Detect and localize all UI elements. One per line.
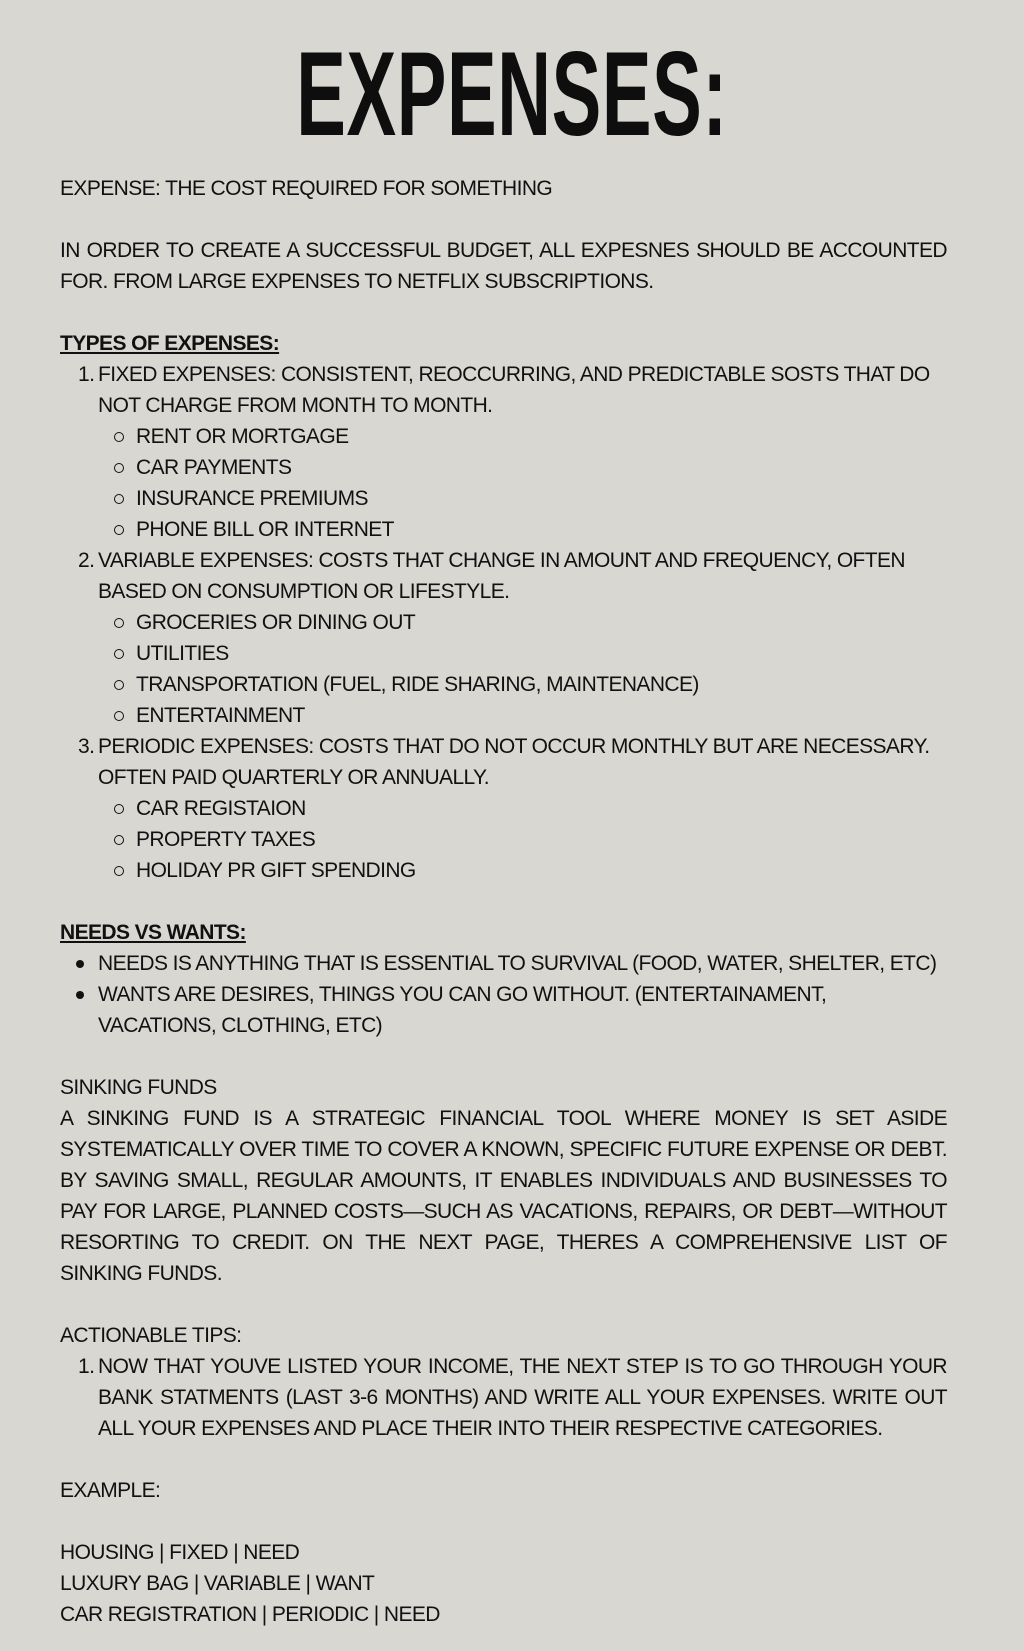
list-item: GROCERIES OR DINING OUT <box>136 607 947 638</box>
example-list <box>98 421 947 545</box>
list-item: UTILITIES <box>136 638 947 669</box>
list-item: ENTERTAINMENT <box>136 700 947 731</box>
example-line: CAR REGISTRATION | PERIODIC | NEED <box>60 1603 440 1626</box>
example-list <box>98 793 947 886</box>
list-item: PROPERTY TAXES <box>136 824 947 855</box>
list-item: NEEDS IS ANYTHING THAT IS ESSENTIAL TO SURVIVAL (FOOD, WATER, SHELTER, ETC) <box>98 948 947 979</box>
example-list <box>98 607 947 731</box>
types-heading: TYPES OF EXPENSES: <box>60 332 280 355</box>
list-item: CAR REGISTAION <box>136 793 947 824</box>
expense-type-text: PERIODIC EXPENSES: COSTS THAT DO NOT OCCUR MONTHLY BUT ARE NECESSARY. OFTEN PAID QUARTERLY OR ANNUALLY. <box>98 735 930 789</box>
expense-type-periodic <box>98 731 947 886</box>
example-line: LUXURY BAG | VARIABLE | WANT <box>60 1572 375 1595</box>
list-item: PHONE BILL OR INTERNET <box>136 514 947 545</box>
list-item: INSURANCE PREMIUMS <box>136 483 947 514</box>
list-item: NOW THAT YOUVE LISTED YOUR INCOME, THE NEXT STEP IS TO GO THROUGH YOUR BANK STATMENTS (LAST 3-6 MONTHS) AND WRITE ALL YOUR EXPENSES. WRITE OUT ALL YOUR EXPENSES AND PLACE THEIR INTO THEIR RESPECTIVE CATEGORIES. <box>98 1355 947 1440</box>
needs-wants-list <box>60 948 947 1041</box>
tips-list <box>60 1351 947 1444</box>
list-item: HOLIDAY PR GIFT SPENDING <box>136 855 947 886</box>
tips-heading: ACTIONABLE TIPS: <box>60 1324 242 1347</box>
sinking-funds-paragraph: A SINKING FUND IS A STRATEGIC FINANCIAL TOOL WHERE MONEY IS SET ASIDE SYSTEMATICALLY OVER TIME TO COVER A KNOWN, SPECIFIC FUTURE EXPENSE OR DEBT. BY SAVING SMALL, REGULAR AMOUNTS, IT ENABLES INDIVIDUALS AND BUSINESSES TO PAY FOR LARGE, PLANNED COSTS—SUCH AS VACATIONS, REPAIRS, OR DEBT—WITHOUT RESORTING TO CREDIT. ON THE NEXT PAGE, THERES A COMPREHENSIVE LIST OF SINKING FUNDS. <box>60 1107 947 1285</box>
list-item: RENT OR MORTGAGE <box>136 421 947 452</box>
list-item: TRANSPORTATION (FUEL, RIDE SHARING, MAINTENANCE) <box>136 669 947 700</box>
expense-type-text: FIXED EXPENSES: CONSISTENT, REOCCURRING, AND PREDICTABLE SOSTS THAT DO NOT CHARGE FROM MONTH TO MONTH. <box>98 363 930 417</box>
expense-type-text: VARIABLE EXPENSES: COSTS THAT CHANGE IN AMOUNT AND FREQUENCY, OFTEN BASED ON CONSUMPTION OR LIFESTYLE. <box>98 549 905 603</box>
expense-type-fixed <box>98 359 947 545</box>
expense-type-variable <box>98 545 947 731</box>
sinking-funds-heading: SINKING FUNDS <box>60 1076 217 1099</box>
needs-wants-heading: NEEDS VS WANTS: <box>60 921 246 944</box>
expense-definition: EXPENSE: THE COST REQUIRED FOR SOMETHING <box>60 177 553 200</box>
expense-types-list <box>60 359 947 886</box>
page-title: EXPENSES: <box>296 27 728 161</box>
example-line: HOUSING | FIXED | NEED <box>60 1541 300 1564</box>
example-heading: EXAMPLE: <box>60 1479 161 1502</box>
intro-paragraph: IN ORDER TO CREATE A SUCCESSFUL BUDGET, ALL EXPESNES SHOULD BE ACCOUNTED FOR. FROM LARGE EXPENSES TO NETFLIX SUBSCRIPTIONS. <box>60 239 947 293</box>
document-body <box>60 173 947 1630</box>
list-item: CAR PAYMENTS <box>136 452 947 483</box>
list-item: WANTS ARE DESIRES, THINGS YOU CAN GO WITHOUT. (ENTERTAINAMENT, VACATIONS, CLOTHING, ETC) <box>98 979 947 1041</box>
